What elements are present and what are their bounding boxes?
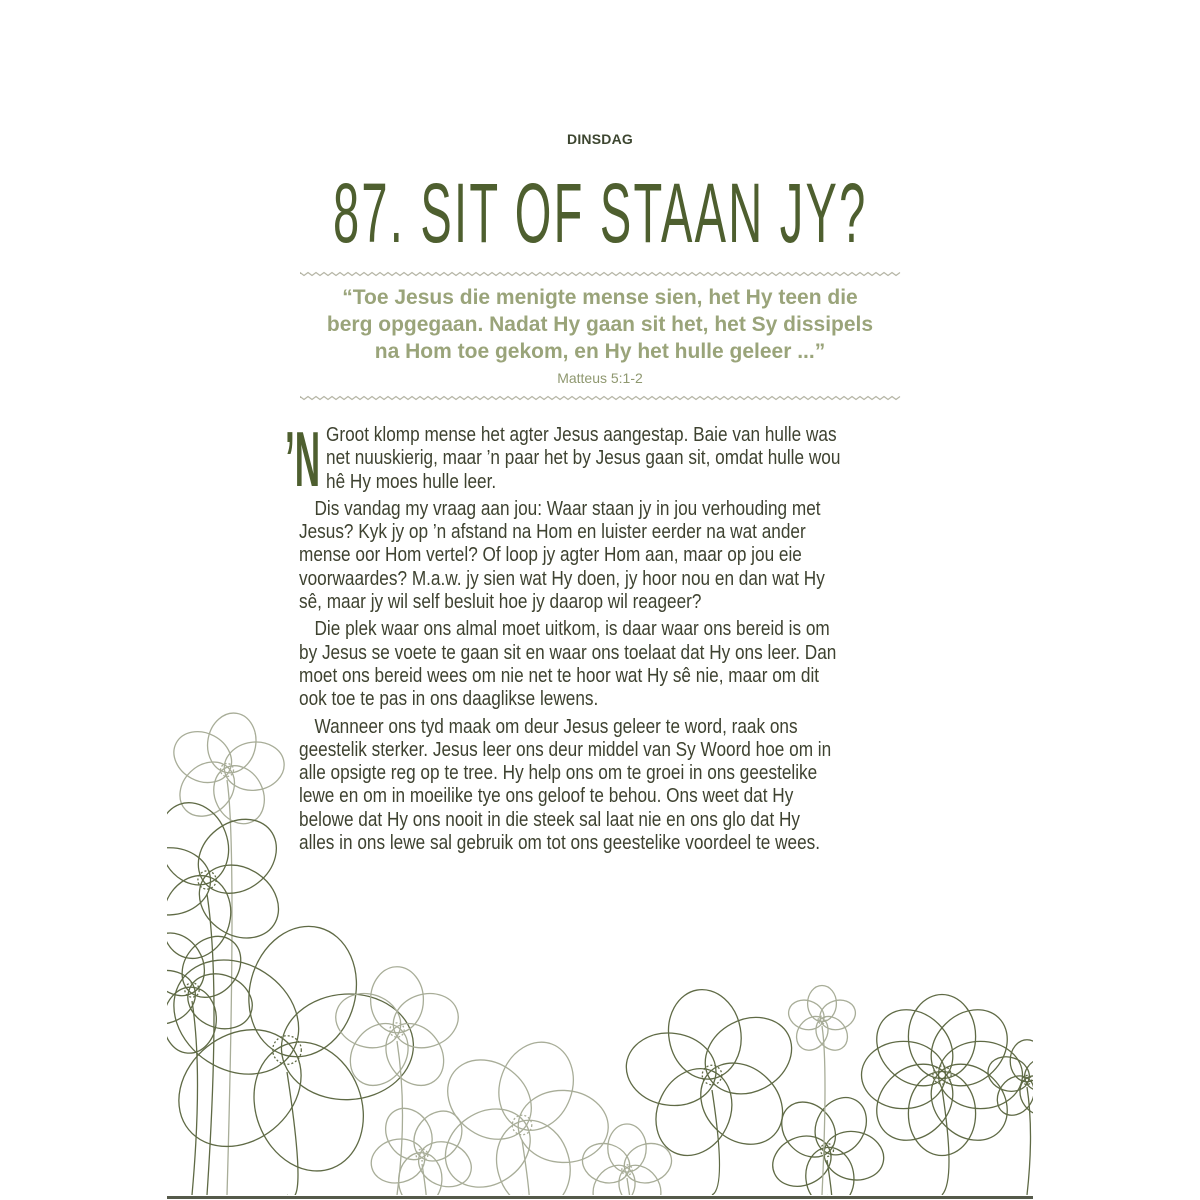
flower-icon [167, 793, 293, 1195]
text-line: hê Hy moes hulle leer. [326, 470, 497, 493]
divider-top [300, 271, 901, 277]
flower-icon [622, 984, 805, 1195]
verse-reference: Matteus 5:1-2 [557, 370, 643, 386]
page-title [0, 168, 1200, 258]
text-line: lewe en om in moeilike tye ons geloof te behou. Ons weet dat Hy [299, 785, 794, 808]
text-line: sê, maar jy wil self besluit hoe jy daarop wil reageer? [299, 591, 702, 614]
text-line: Die plek waar ons almal moet uitkom, is daar waar ons bereid is om [314, 618, 830, 641]
paragraph [299, 424, 924, 494]
text-line: alles in ons lewe sal gebruik om tot ons geestelike voordeel te wees. [299, 832, 821, 855]
flower-icon [367, 1100, 479, 1195]
flower-illustration [167, 690, 1033, 1195]
text-line: Dis vandag my vraag aan jou: Waar staan jy in jou verhouding met [314, 497, 821, 520]
verse-line: berg opgegaan. Nadat Hy gaan sit het, het Sy dissipels [326, 313, 874, 336]
text-line: Groot klomp mense het agter Jesus aangestap. Baie van hulle was [326, 424, 837, 446]
flower-icon [984, 1040, 1033, 1195]
verse-line: “Toe Jesus die menigte mense sien, het Hy teen die [342, 286, 858, 309]
verse-quote [0, 284, 1200, 365]
title-text: 87. SIT OF STAAN JY? [332, 166, 868, 260]
verse-line: na Hom toe gekom, en Hy het hulle geleer ...” [374, 340, 826, 363]
flower-icon [765, 1088, 889, 1195]
flower-icon [167, 709, 287, 1195]
text-line: alle opsigte reg op te tree. Hy help ons om te groei in ons geestelike [299, 762, 818, 785]
text-line: Jesus? Kyk jy op ’n afstand na Hom en luister eerder na wat ander [299, 521, 806, 544]
text-line: Wanneer ons tyd maak om deur Jesus geleer te word, raak ons [314, 715, 798, 738]
text-line: moet ons bereid wees om nie net te hoor wat Hy sê nie, maar om dit [299, 664, 820, 687]
flower-icon [577, 1124, 676, 1195]
drop-cap: ’N [285, 415, 321, 503]
text-line: ook toe te pas in ons daaglikse lewens. [299, 688, 599, 711]
paragraph [299, 498, 924, 614]
text-line: mense oor Hom vertel? Of loop jy agter Hom aan, maar op jou eie [299, 544, 802, 567]
divider-bottom [300, 395, 901, 401]
flower-icon [430, 1032, 609, 1195]
text-line: by Jesus se voete te gaan sit en waar ons toelaat dat Hy ons leer. Dan [299, 641, 837, 664]
day-label: DINSDAG [567, 131, 633, 147]
text-line: voorwaardes? M.a.w. jy sien wat Hy doen, jy hoor nou en dan wat Hy [299, 567, 825, 590]
text-line: geestelik sterker. Jesus leer ons deur middel van Sy Woord hoe om in [299, 738, 832, 761]
flower-icon [785, 986, 860, 1196]
text-line: net nuuskierig, maar ’n paar het by Jesus gaan sit, omdat hulle wou [326, 447, 841, 470]
text-line: belowe dat Hy ons nooit in die steek sal laat nie en ons glo dat Hy [299, 808, 801, 831]
